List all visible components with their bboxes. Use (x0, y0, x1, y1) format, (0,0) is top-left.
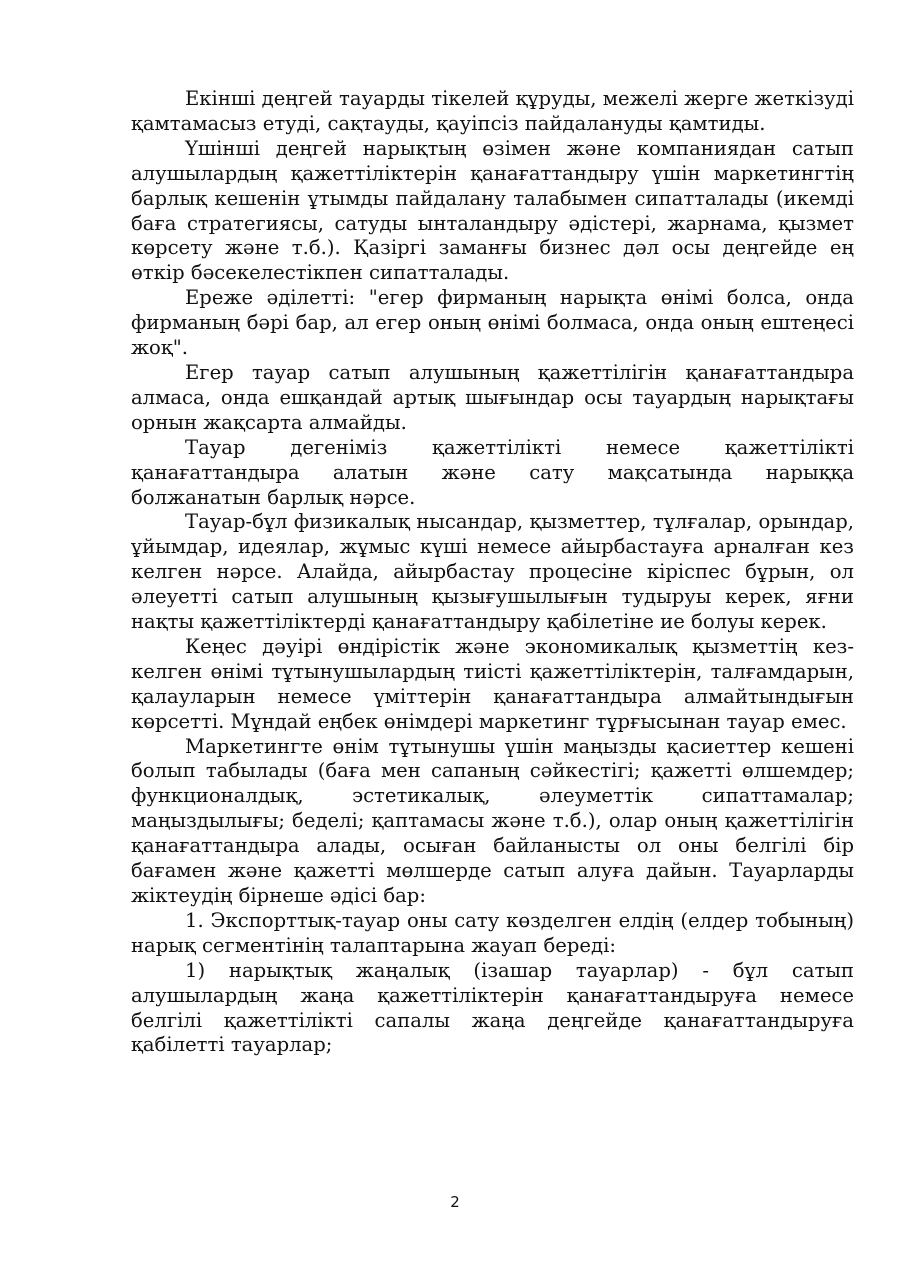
paragraph-7: Кеңес дәуірі өндірістік және экономикалық қызметтің кез-келген өнімі тұтынушылардың тиісті қажеттіліктерін, талғамдарын, қалауларын немесе үміттерін қанағаттандыра алмайтындығын көрсетті. Мұндай еңбек өнімдері маркетинг тұрғысынан тауар емес. (131, 634, 854, 733)
page-body (131, 87, 854, 1058)
paragraph-9: 1. Экспорттық-тауар оны сату көзделген елдің (елдер тобының) нарық сегментінің талаптарына жауап береді: (131, 908, 854, 957)
paragraph-4: Егер тауар сатып алушының қажеттілігін қанағаттандыра алмаса, онда ешқандай артық шығындар осы тауардың нарықтағы орнын жақсарта алмайды. (131, 360, 854, 434)
page-number: 2 (450, 1193, 460, 1211)
paragraph-3: Ереже әділетті: "егер фирманың нарықта өнімі болса, онда фирманың бәрі бар, ал егер оның өнімі болмаса, онда оның ештеңесі жоқ". (131, 286, 854, 360)
paragraph-1: Екінші деңгей тауарды тікелей құруды, межелі жерге жеткізуді қамтамасыз етуді, сақтауды, қауіпсіз пайдалануды қамтиды. (131, 87, 854, 135)
paragraph-6: Тауар-бұл физикалық нысандар, қызметтер, тұлғалар, орындар, ұйымдар, идеялар, жұмыс күші немесе айырбастауға арналған кез келген нәрсе. Алайда, айырбастау процесіне кіріспес бұрын, ол әлеуетті сатып алушының қызығушылығын тудыруы керек, яғни нақты қажеттіліктерді қанағаттандыру қабілетіне ие болуы керек. (131, 510, 854, 634)
paragraph-2: Үшінші деңгей нарықтың өзімен және компаниядан сатып алушылардың қажеттіліктерін қанағаттандыру үшін маркетингтің барлық кешенін ұтымды пайдалану талабымен сипатталады (икемді баға стратегиясы, сатуды ынталандыру әдістері, жарнама, қызмет көрсету және т.б.). Қазіргі заманғы бизнес дәл осы деңгейде ең өткір бәсекелестікпен сипатталады. (131, 136, 854, 285)
paragraph-5: Тауар дегеніміз қажеттілікті немесе қажеттілікті қанағаттандыра алатын және сату мақсатында нарыққа болжанатын барлық нәрсе. (131, 435, 854, 509)
paragraph-8: Маркетингте өнім тұтынушы үшін маңызды қасиеттер кешені болып табылады (баға мен сапаның сәйкестігі; қажетті өлшемдер; функционалдық, эстетикалық, әлеуметтік сипаттамалар; маңыздылығы; беделі; қаптамасы және т.б.), олар оның қажеттілігін қанағаттандыра алады, осыған байланысты ол оны белгілі бір бағамен және қажетті мөлшерде сатып алуға дайын. Тауарларды жіктеудің бірнеше әдісі бар: (131, 734, 854, 907)
paragraph-10: 1) нарықтық жаңалық (ізашар тауарлар) - бұл сатып алушылардың жаңа қажеттіліктерін қанағаттандыруға немесе белгілі қажеттілікті сапалы жаңа деңгейде қанағаттандыруға қабілетті тауарлар; (131, 958, 854, 1057)
